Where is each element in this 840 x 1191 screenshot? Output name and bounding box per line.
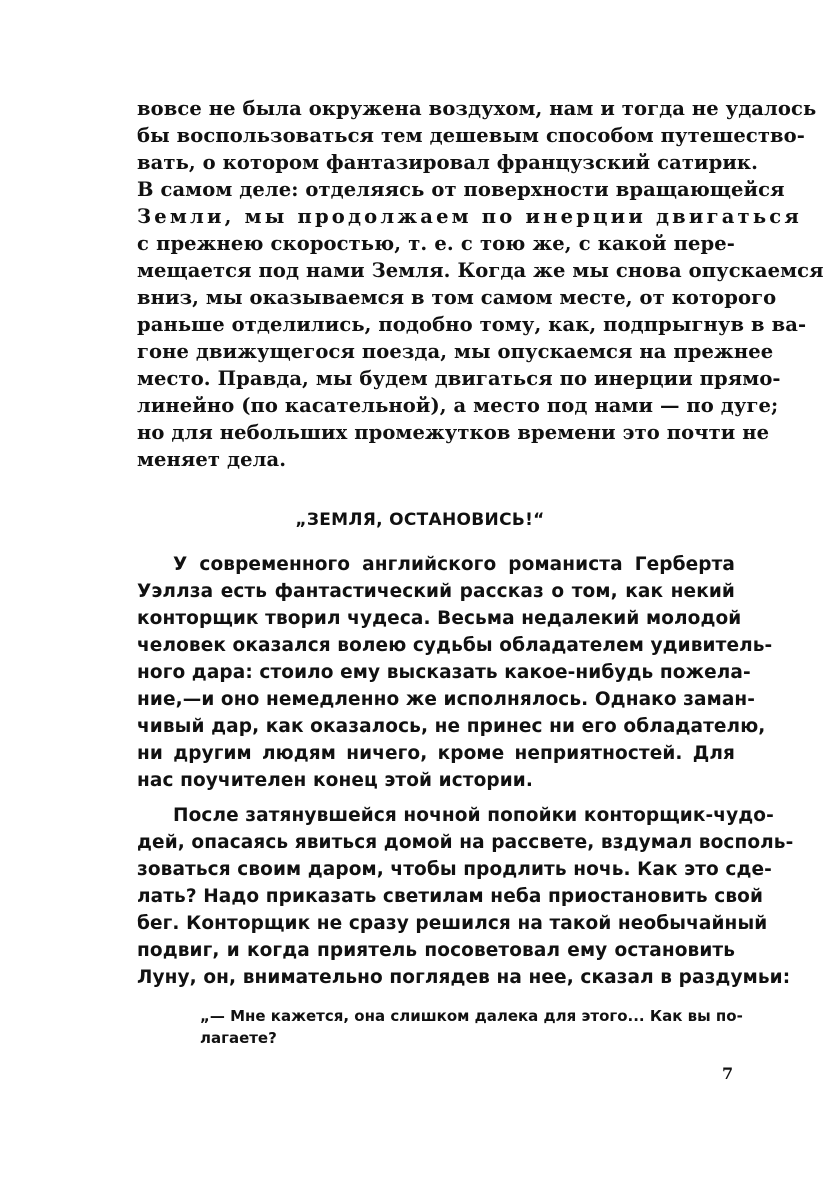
text-line: подвиг, и когда приятель посоветовал ему остановить [137,940,735,961]
text-line: линейно (по касательной), а место под нами — по дуге; [137,394,779,417]
text-line: вать, о котором фантазировал французский сатирик. [137,151,758,174]
text-line: человек оказался волею судьбы обладателем удивитель- [137,635,773,656]
text-line: бы воспользоваться тем дешевым способом путешество- [137,124,805,147]
text-line: бег. Конторщик не сразу решился на такой необычайный [137,913,768,934]
text-line: конторщик творил чудеса. Весьма недалекий молодой [137,608,742,629]
text-line: меняет дела. [137,448,287,471]
quote-line: „— Мне кажется, она слишком далека для этого... Как вы по- [200,1007,743,1025]
quote-line: лагаете? [200,1029,277,1047]
text-line: но для небольших промежутков времени это почти не [137,421,770,444]
text-line: Луну, он, внимательно поглядев на нее, сказал в раздумьи: [137,967,791,988]
text-line: гоне движущегося поезда, мы опускаемся на прежнее [137,340,774,363]
text-line: чивый дар, как оказалось, не принес ни его обладателю, [137,716,766,737]
section-heading: „ЗЕМЛЯ, ОСТАНОВИСЬ!“ [295,510,545,530]
text-line: дей, опасаясь явиться домой на рассвете, вздумал восполь- [137,832,794,853]
text-line: место. Правда, мы будем двигаться по инерции прямо- [137,367,781,390]
text-line: с прежнею скоростью, т. е. с тою же, с какой пере- [137,232,735,255]
text-line: зоваться своим даром, чтобы продлить ночь. Как это сде- [137,859,772,880]
text-line: раньше отделились, подобно тому, как, подпрыгнув в ва- [137,313,807,336]
text-line: нас поучителен конец этой истории. [137,770,533,791]
text-line: ние,—и оно немедленно же исполнялось. Однако заман- [137,689,756,710]
text-line: лать? Надо приказать светилам неба приостановить свой [137,886,764,907]
text-line: Уэллза есть фантастический рассказ о том, как некий [137,581,735,602]
text-line: В самом деле: отделяясь от поверхности вращающейся [137,178,785,201]
text-line: вниз, мы оказываемся в том самом месте, от которого [137,286,777,309]
text-line: вовсе не была окружена воздухом, нам и тогда не удалось [137,97,817,120]
page-number: 7 [722,1064,734,1083]
text-line-spaced: Земли, мы продолжаем по инерции двигаться [137,205,802,228]
text-line: мещается под нами Земля. Когда же мы снова опускаемся [137,259,824,282]
text-line: ни другим людям ничего, кроме неприятностей. Для [137,743,735,764]
text-line: ного дара: стоило ему высказать какое-нибудь пожела- [137,662,751,683]
text-line: После затянувшейся ночной попойки конторщик-чудо- [173,805,774,826]
text-line: У современного английского романиста Герберта [173,554,735,575]
